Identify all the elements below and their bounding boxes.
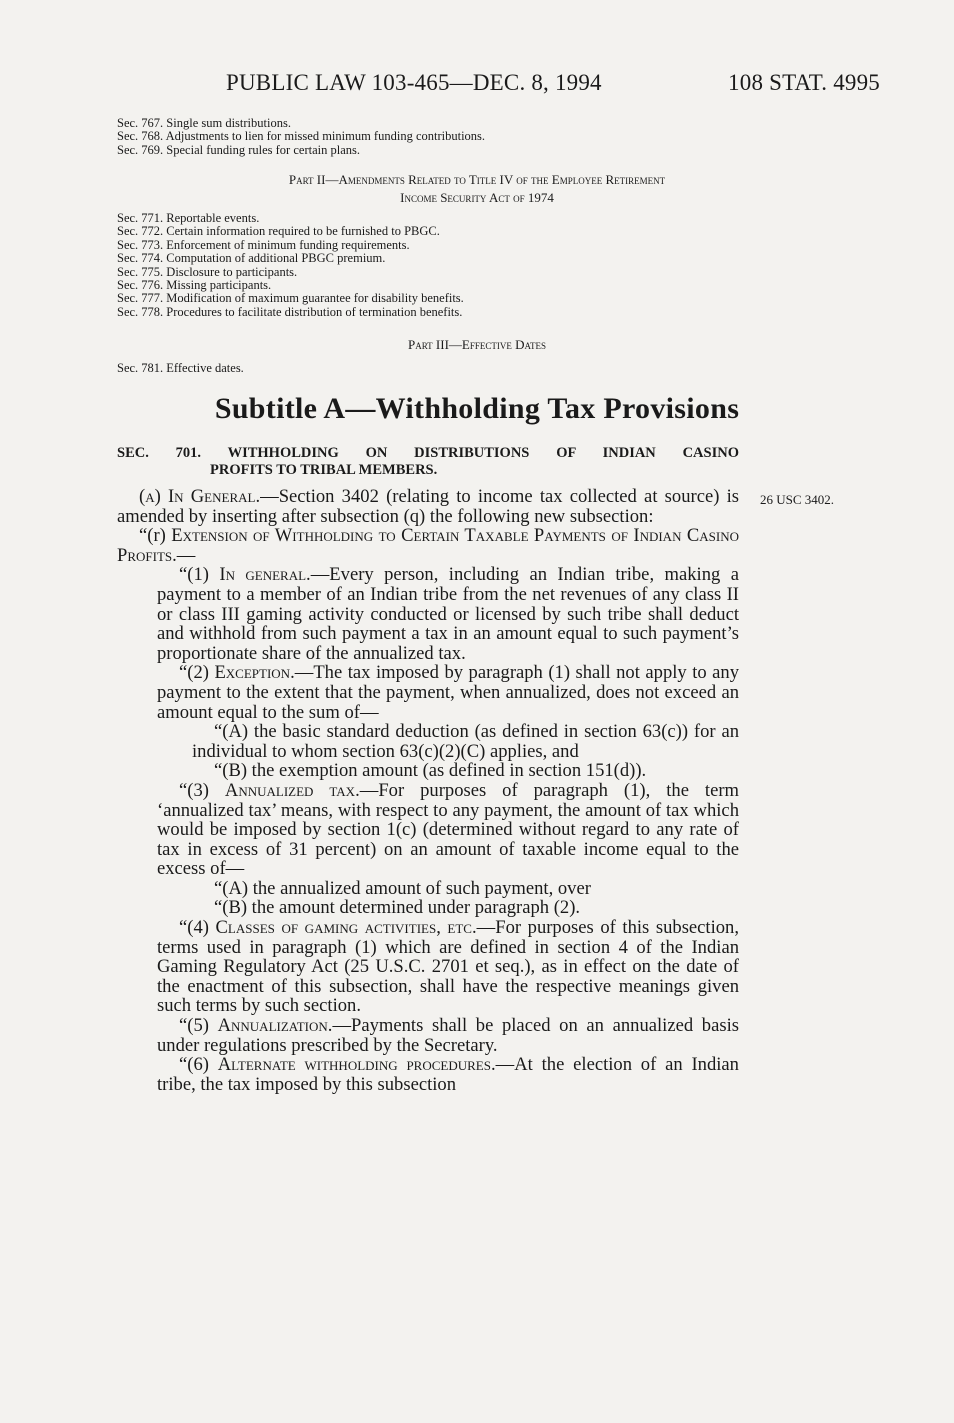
paragraph-3-subpara-a: “(A) the annualized amount of such payment, over xyxy=(214,877,591,899)
toc-entry: Sec. 771. Reportable events. xyxy=(117,211,260,225)
toc-group-3 xyxy=(117,362,757,375)
paragraph-4 xyxy=(117,918,739,1016)
subsection-r-dash: — xyxy=(176,544,196,566)
paragraph-3-text: —For purposes of paragraph (1), the term ‘annualized tax’ means, with respect to any payment, the amount of tax which would be imposed by section 1(c) (determined without regard to any rate of tax in excess of 31 percent) on an amount of taxable income equal to the excess of— xyxy=(157,779,739,880)
paragraph-1-heading: In general. xyxy=(219,564,311,586)
subsection-a-heading: (a) In General. xyxy=(139,486,261,507)
margin-note-usc: 26 USC 3402. xyxy=(760,492,835,507)
toc-entry: Sec. 768. Adjustments to lien for missed minimum funding contributions. xyxy=(117,129,486,144)
paragraph-2-heading: Exception. xyxy=(214,662,295,684)
subsection-r xyxy=(117,526,739,565)
part-2-heading-line-1: Part II—Amendments Related to Title IV of the Employee Retirement xyxy=(288,172,666,187)
section-body xyxy=(117,487,739,1094)
paragraph-6-label: “(6) xyxy=(179,1054,218,1076)
paragraph-2-subpara-b: “(B) the exemption amount (as defined in section 151(d)). xyxy=(214,760,647,782)
running-header-title: PUBLIC LAW 103-465—DEC. 8, 1994 xyxy=(226,70,602,95)
paragraph-1 xyxy=(117,565,739,663)
paragraph-2-text: —The tax imposed by paragraph (1) shall not apply to any payment to the extent that the payment, when annualized, does not exceed an amount equal to the sum of— xyxy=(157,662,739,723)
subtitle-heading: Subtitle A—Withholding Tax Provisions xyxy=(214,392,740,425)
subsection-a xyxy=(117,487,739,526)
toc-entry: Sec. 775. Disclosure to participants. xyxy=(117,264,298,279)
toc-entry: Sec. 776. Missing participants. xyxy=(117,278,272,293)
part-2-heading-line-2: Income Security Act of 1974 xyxy=(400,190,554,205)
paragraph-3-subpara-b: “(B) the amount determined under paragraph (2). xyxy=(214,897,581,919)
toc-entry: Sec. 773. Enforcement of minimum funding requirements. xyxy=(117,237,410,252)
paragraph-6 xyxy=(117,1055,739,1094)
paragraph-3-heading: Annualized tax. xyxy=(224,779,360,801)
paragraph-6-text: —At the election of an Indian tribe, the tax imposed by this subsection xyxy=(157,1054,739,1095)
subsection-r-label: “(r) xyxy=(139,525,172,547)
toc-entry: Sec. 774. Computation of additional PBGC premium. xyxy=(117,251,386,266)
section-heading-line-1: SEC. 701. WITHHOLDING ON DISTRIBUTIONS OF INDIAN CASINO xyxy=(117,445,739,461)
paragraph-4-text: —For purposes of this subsection, terms used in paragraph (1) which are defined in section 4 of the Indian Gaming Regulatory Act (25 U.S.C. 2701 et seq.), as in effect on the date of the enactment of this subsection, shall have the respective meanings given such terms by such section. xyxy=(157,917,740,1017)
paragraph-3 xyxy=(117,781,739,879)
toc-entry: Sec. 777. Modification of maximum guarantee for disability benefits. xyxy=(117,291,464,306)
toc-entry: Sec. 781. Effective dates. xyxy=(117,361,244,375)
running-header-page: 108 STAT. 4995 xyxy=(728,70,880,95)
toc-entry: Sec. 772. Certain information required to be furnished to PBGC. xyxy=(117,224,440,239)
paragraph-1-text: —Every person, including an Indian tribe, making a payment to a member of an Indian tribe from the net revenues of any class II or class III gaming activity conducted or licensed by such tribe shall deduct and withhold from such payment a tax in an amount equal to such payment’s proportionate share of the annualized tax. xyxy=(157,564,739,664)
toc-entry: Sec. 778. Procedures to facilitate distribution of termination benefits. xyxy=(117,304,463,319)
subsection-a-text: —Section 3402 (relating to income tax collected at source) is amended by inserting after subsection (q) the following new subsection: xyxy=(117,486,740,527)
paragraph-5 xyxy=(117,1016,739,1055)
paragraph-4-heading: Classes of gaming activities, etc. xyxy=(215,917,477,939)
paragraph-5-text: —Payments shall be placed on an annualized basis under regulations prescribed by the Secretary. xyxy=(157,1015,739,1056)
paragraph-3-label: “(3) xyxy=(179,779,225,801)
toc-entry: Sec. 769. Special funding rules for certain plans. xyxy=(117,142,360,157)
part-3-heading: Part III—Effective Dates xyxy=(407,337,546,352)
subsection-r-heading: Extension of Withholding to Certain Taxable Payments of Indian Casino Profits. xyxy=(117,525,740,566)
paragraph-2-label: “(2) xyxy=(179,662,215,684)
paragraph-2 xyxy=(117,663,739,722)
paragraph-1-label: “(1) xyxy=(179,564,220,586)
paragraph-2-subpara-a: “(A) the basic standard deduction (as defined in section 63(c)) for an individual to whom section 63(c)(2)(C) applies, and xyxy=(192,721,739,762)
paragraph-6-heading: Alternate withholding procedures. xyxy=(217,1054,496,1076)
paragraph-5-label: “(5) xyxy=(179,1015,218,1037)
paragraph-5-heading: Annualization. xyxy=(217,1015,333,1037)
paragraph-4-label: “(4) xyxy=(179,917,216,939)
toc-group-2 xyxy=(117,212,757,319)
toc-group-1 xyxy=(117,117,757,157)
toc-entry: Sec. 767. Single sum distributions. xyxy=(117,116,291,130)
section-heading-line-2: PROFITS TO TRIBAL MEMBERS. xyxy=(210,462,438,478)
